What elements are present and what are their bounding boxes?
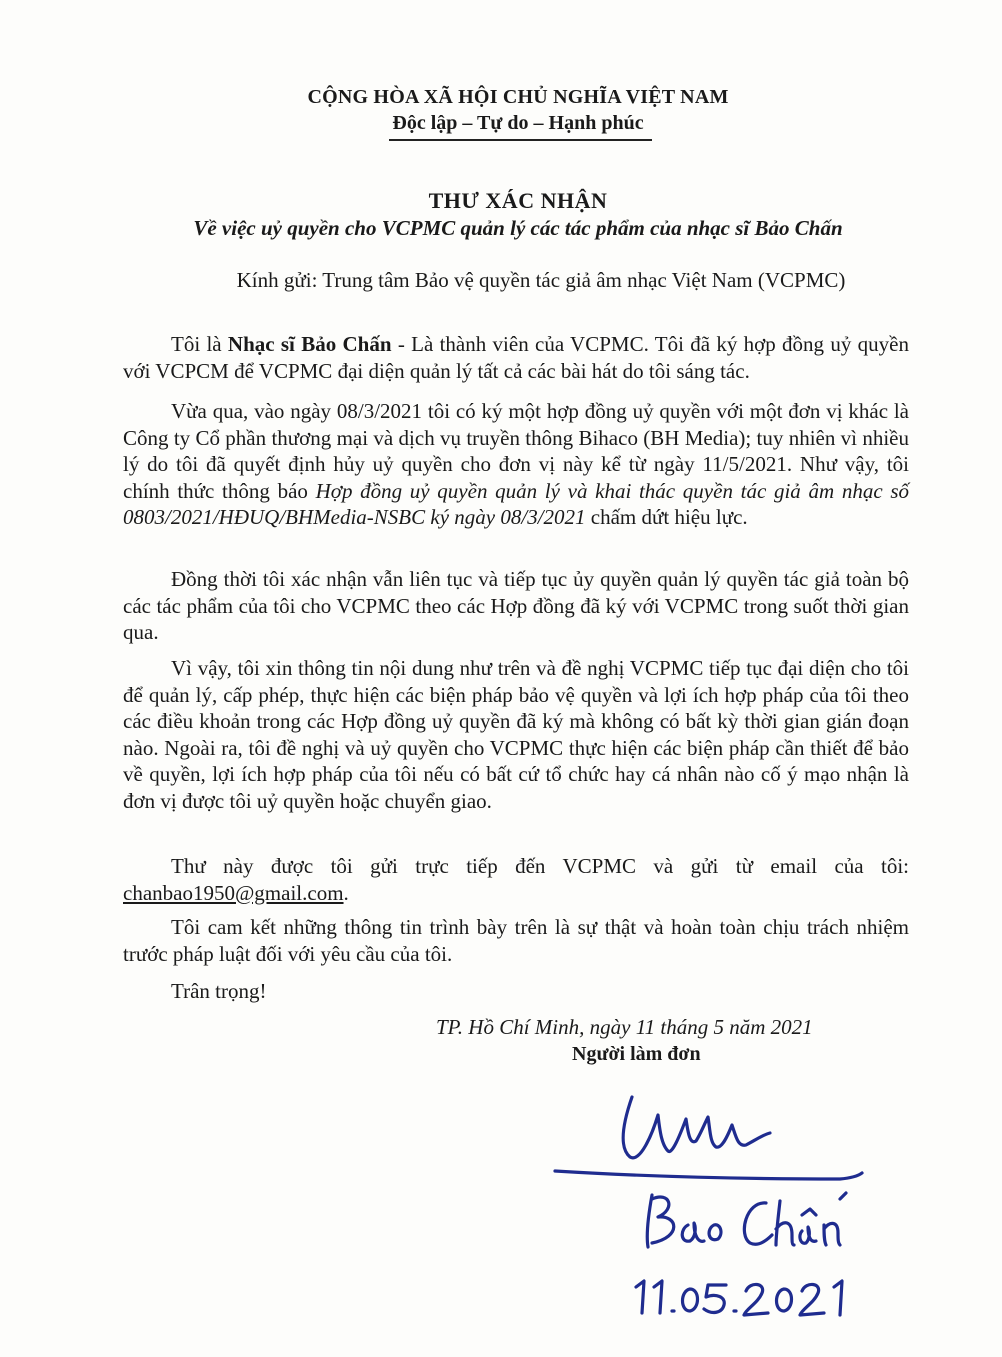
composer-name: Nhạc sĩ Bảo Chấn (227, 332, 392, 356)
p2-end: chấm dứt hiệu lực. (585, 505, 748, 529)
paragraph-request (123, 655, 909, 814)
letter-recipient: Kính gửi: Trung tâm Bảo vệ quyền tác giả âm nhạc Việt Nam (VCPMC) (236, 268, 846, 292)
p1-start: Tôi là (171, 332, 228, 356)
p1-rest: - Là thành viên của VCPMC. Tôi đã ký hợp đồng uỷ quyền với VCPCM để VCPMC đại diện quản lý tất cả các bài hát do tôi sáng tác. (123, 332, 909, 383)
applicant-label: Người làm đơn (572, 1043, 701, 1065)
motto-underline (389, 139, 652, 141)
signature-scrawl (623, 1097, 770, 1158)
p6-text: Tôi cam kết những thông tin trình bày trên là sự thật và hoàn toàn chịu trách nhiệm trước pháp luật đối với yêu cầu của tôi. (123, 915, 909, 966)
p4-text: Vì vậy, tôi xin thông tin nội dung như trên và đề nghị VCPMC tiếp tục đại diện cho tôi để quản lý, cấp phép, thực hiện các biện pháp bảo vệ quyền và lợi ích hợp pháp của tôi theo các điều khoản trong các Hợp đồng uỷ quyền đã ký mà không có bất kỳ thời gian gián đoạn nào. Ngoài ra, tôi đề nghị và uỷ quyền cho VCPMC thực hiện các biện pháp cần thiết để bảo về quyền, lợi ích hợp pháp của tôi nếu có bất cứ tổ chức hay cá nhân nào cố ý mạo nhận là đơn vị được tôi uỷ quyền hoặc chuyển giao. (123, 656, 909, 813)
place-and-date: TP. Hồ Chí Minh, ngày 11 tháng 5 năm 2021 (436, 1015, 813, 1039)
letter-subtitle: Về việc uỷ quyền cho VCPMC quản lý các tác phẩm của nhạc sĩ Bảo Chấn (193, 216, 843, 240)
p7-text: Trân trọng! (171, 979, 267, 1003)
signature-underline (555, 1171, 862, 1179)
handwritten-name-strokes (647, 1193, 846, 1247)
paragraph-email (123, 853, 909, 906)
paragraph-termination (123, 398, 909, 531)
p5-end: . (343, 880, 349, 905)
p2-start: Vừa qua, vào ngày 08/3/2021 tôi có ký một hợp đồng uỷ quyền với một đơn vị khác là Công ty Cổ phần thương mại và dịch vụ truyền thông Bihaco (BH Media); tuy nhiên vì nhiều lý do tôi đã quyết định hủy uỷ quyền cho đơn vị này kể từ ngày 11/5/2021. Như vậy, tôi chính thức thông báo (123, 399, 909, 503)
national-title: CỘNG HÒA XÃ HỘI CHỦ NGHĨA VIỆT NAM (307, 86, 729, 108)
p5-start: Thư này được tôi gửi trực tiếp đến VCPMC và gửi từ email của tôi: (171, 854, 909, 878)
terminated-contract: Hợp đồng uỷ quyền quản lý và khai thác quyền tác giả âm nhạc số 0803/2021/HĐUQ/BHMedia-NSBC ký ngày 08/3/2021 (123, 478, 909, 529)
paragraph-closing (123, 978, 909, 1005)
letter-title: THƯ XÁC NHẬN (428, 188, 608, 213)
handwritten-date-strokes (636, 1281, 842, 1315)
paragraph-commitment (123, 914, 909, 967)
handwritten-signature (540, 1075, 870, 1335)
email-address: chanbao1950@gmail.com (123, 880, 344, 905)
p3-text: Đồng thời tôi xác nhận vẫn liên tục và tiếp tục ủy quyền quản lý quyền tác giả toàn bộ các tác phẩm của tôi cho VCPMC theo các Hợp đồng đã ký với VCPMC trong suốt thời gian qua. (123, 567, 909, 644)
national-motto: Độc lập – Tự do – Hạnh phúc (392, 112, 644, 134)
paragraph-continued-authorization (123, 566, 909, 646)
paragraph-membership (123, 331, 909, 384)
